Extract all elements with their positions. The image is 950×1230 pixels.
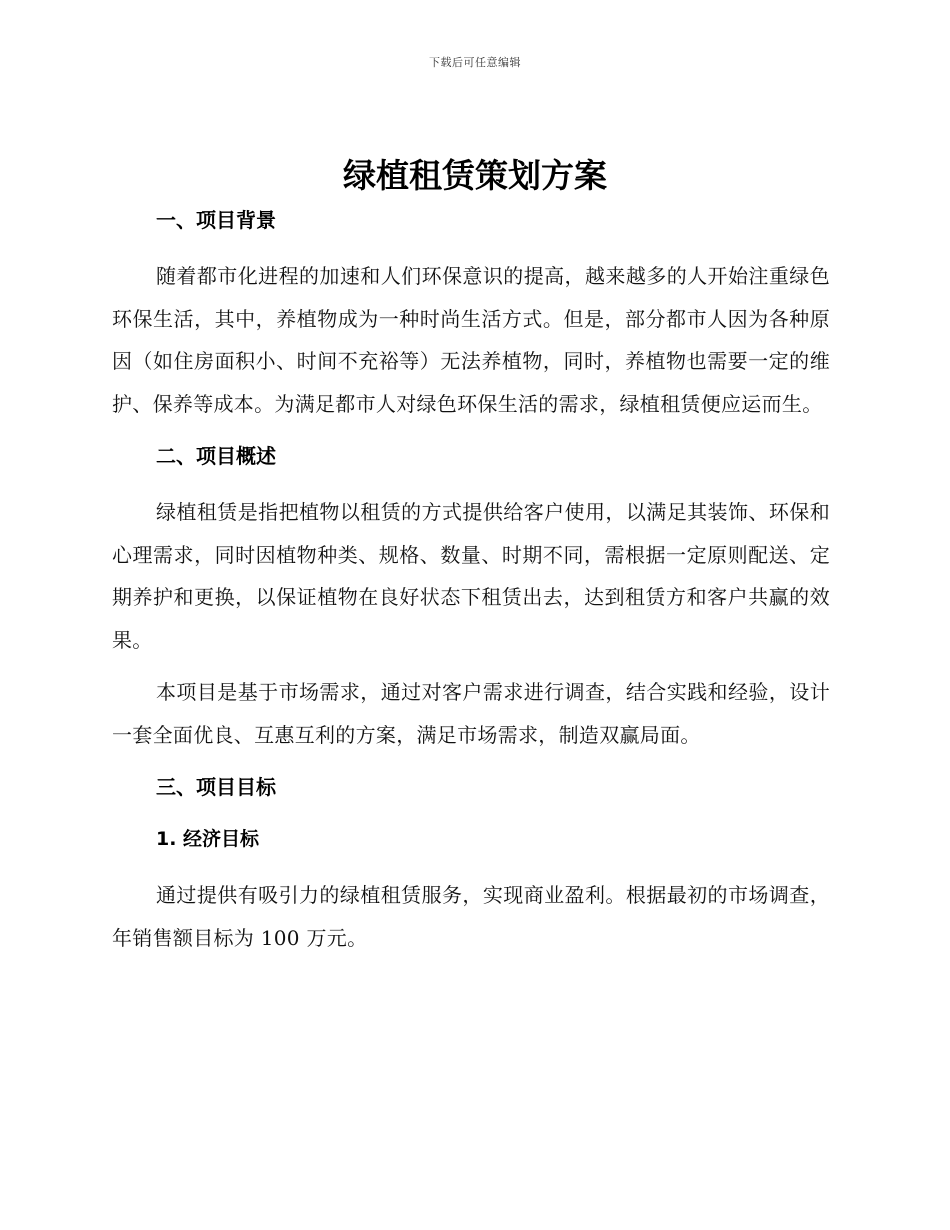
document-body — [112, 203, 830, 959]
subsection-heading-economic: 1. 经济目标 — [156, 828, 260, 850]
section-heading-goals: 三、项目目标 — [156, 775, 276, 799]
page-header-note: 下载后可任意编辑 — [429, 56, 521, 69]
paragraph-overview-1: 绿植租赁是指把植物以租赁的方式提供给客户使用，以满足其装饰、环保和心理需求，同时因植物种类、规格、数量、时期不同，需根据一定原则配送、定期养护和更换，以保证植物在良好状态下租赁出去，达到租赁方和客户共赢的效果。 — [112, 500, 830, 652]
document-title: 绿植租赁策划方案 — [343, 156, 607, 195]
section-heading-background: 一、项目背景 — [156, 208, 276, 232]
section-heading-overview: 二、项目概述 — [156, 444, 276, 468]
paragraph-overview-2: 本项目是基于市场需求，通过对客户需求进行调查，结合实践和经验，设计一套全面优良、互惠互利的方案，满足市场需求，制造双赢局面。 — [112, 680, 830, 747]
paragraph-background: 随着都市化进程的加速和人们环保意识的提高，越来越多的人开始注重绿色环保生活，其中，养植物成为一种时尚生活方式。但是，部分都市人因为各种原因（如住房面积小、时间不充裕等）无法养植物，同时，养植物也需要一定的维护、保养等成本。为满足都市人对绿色环保生活的需求，绿植租赁便应运而生。 — [112, 264, 830, 416]
paragraph-economic-goal: 通过提供有吸引力的绿植租赁服务，实现商业盈利。根据最初的市场调查，年销售额目标为 100 万元。 — [112, 883, 830, 950]
